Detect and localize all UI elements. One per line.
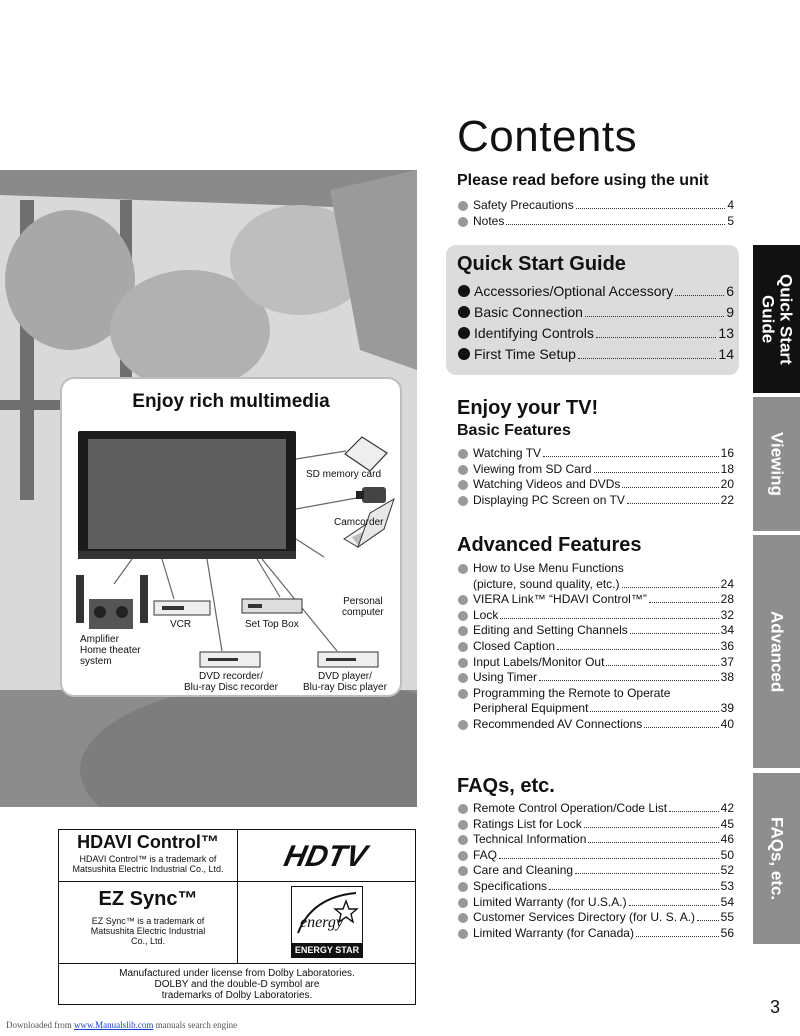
toc-item[interactable]: Watching Videos and DVDs 20 xyxy=(457,477,734,493)
dvd-recorder-label xyxy=(184,671,278,693)
tab-quick-start[interactable] xyxy=(753,245,800,393)
bullet-icon xyxy=(458,201,468,211)
dvd-rec-line1: DVD recorder/ xyxy=(199,671,263,682)
vcr-icon xyxy=(154,601,210,615)
bullet-icon xyxy=(458,658,468,668)
page-title: Contents xyxy=(457,112,638,161)
toc-item[interactable]: Closed Caption 36 xyxy=(457,639,734,655)
energy-star-logo xyxy=(291,886,363,958)
bullet-icon xyxy=(458,564,468,574)
tab-viewing-label: Viewing xyxy=(767,432,787,496)
bullet-icon xyxy=(458,611,468,621)
bullet-icon xyxy=(458,217,468,227)
faqs-heading: FAQs, etc. xyxy=(457,775,555,797)
page-number: 3 xyxy=(770,997,781,1017)
energy-star-label: ENERGY STAR xyxy=(292,943,362,957)
ezsync-note xyxy=(59,916,237,946)
toc-item[interactable]: Ratings List for Lock 45 xyxy=(457,817,734,833)
tab-faqs-label: FAQs, etc. xyxy=(767,816,787,901)
dvd-play-line2: Blu-ray Disc player xyxy=(303,682,387,693)
bullet-icon xyxy=(458,449,468,459)
camcorder-label: Camcorder xyxy=(334,517,384,528)
toc-item[interactable]: Safety Precautions 4 xyxy=(457,198,734,214)
amp-label-line3: system xyxy=(80,656,112,667)
bullet-icon xyxy=(458,720,468,730)
toc-item[interactable]: Notes 5 xyxy=(457,214,734,230)
sd-card-icon xyxy=(345,437,387,471)
dvd-play-line1: DVD player/ xyxy=(318,671,372,682)
toc-item[interactable]: Input Labels/Monitor Out 37 xyxy=(457,655,734,671)
toc-item[interactable]: Recommended AV Connections 40 xyxy=(457,717,734,733)
toc-item[interactable]: Watching TV 16 xyxy=(457,446,734,462)
footer-prefix: Downloaded from xyxy=(6,1020,72,1030)
toc-item[interactable]: VIERA Link™ “HDAVI Control™” 28 xyxy=(457,592,734,608)
tab-advanced[interactable] xyxy=(753,535,800,768)
dolby-note xyxy=(59,968,415,1001)
vcr-label: VCR xyxy=(170,619,192,630)
camcorder-icon xyxy=(356,487,386,503)
bullet-icon xyxy=(458,285,470,297)
bullet-icon xyxy=(458,689,468,699)
stb-label: Set Top Box xyxy=(245,619,299,630)
tab-quick-start-label: Quick Start Guide xyxy=(758,273,796,365)
toc-item[interactable]: First Time Setup 14 xyxy=(457,344,734,365)
tab-faqs[interactable] xyxy=(753,773,800,944)
trademark-box xyxy=(58,829,416,1005)
tab-viewing[interactable] xyxy=(753,397,800,531)
hdtv-logo xyxy=(277,836,377,872)
bullet-icon xyxy=(458,465,468,475)
pc-label xyxy=(342,596,384,618)
hdavi-note xyxy=(59,854,237,874)
toc-item[interactable]: Lock 32 xyxy=(457,608,734,624)
toc-item[interactable]: Limited Warranty (for U.S.A.) 54 xyxy=(457,895,734,911)
hdavi-title: HDAVI Control™ xyxy=(77,832,219,852)
quick-start-heading: Quick Start Guide xyxy=(457,253,626,275)
ezsync-note-line3: Co., Ltd. xyxy=(130,936,166,946)
toc-item[interactable]: Specifications 53 xyxy=(457,879,734,895)
hdavi-note-line2: Matsushita Electric Industrial Co., Ltd. xyxy=(72,864,224,874)
quick-start-list xyxy=(457,281,734,365)
toc-item-continued[interactable]: Peripheral Equipment 39 xyxy=(473,701,734,716)
pc-label-line2: computer xyxy=(342,607,384,618)
bullet-icon xyxy=(458,929,468,939)
manualslib-link[interactable]: www.Manualslib.com xyxy=(73,1020,154,1030)
hdtv-logo-text: HDTV xyxy=(281,840,370,872)
ezsync-note-line1: EZ Sync™ is a trademark of xyxy=(91,916,205,926)
tm-divider-vertical xyxy=(237,830,238,963)
hdavi-note-line1: HDAVI Control™ is a trademark of xyxy=(79,854,217,864)
ezsync-title: EZ Sync™ xyxy=(98,888,198,910)
download-footer xyxy=(6,1020,237,1030)
dvd-player-icon xyxy=(318,652,378,667)
bullet-icon xyxy=(458,866,468,876)
tm-divider-2 xyxy=(59,963,415,964)
toc-item[interactable]: Using Timer 38 xyxy=(457,670,734,686)
bullet-icon xyxy=(458,913,468,923)
basic-features-heading: Basic Features xyxy=(457,422,571,439)
faqs-list xyxy=(457,801,734,941)
tab-advanced-label: Advanced xyxy=(767,610,787,693)
set-top-box-icon xyxy=(242,599,302,613)
sd-card-label: SD memory card xyxy=(306,469,382,480)
read-before-list xyxy=(457,198,734,229)
toc-item[interactable]: How to Use Menu Functions xyxy=(457,561,734,577)
advanced-list xyxy=(457,561,734,733)
read-before-heading: Please read before using the unit xyxy=(457,172,709,189)
bullet-icon xyxy=(458,673,468,683)
bullet-icon xyxy=(458,626,468,636)
bullet-icon xyxy=(458,595,468,605)
dvd-rec-line2: Blu-ray Disc recorder xyxy=(184,682,278,693)
pc-label-line1: Personal xyxy=(343,596,383,607)
toc-item[interactable]: Displaying PC Screen on TV 22 xyxy=(457,493,734,509)
dolby-line1: Manufactured under license from Dolby Laboratories. xyxy=(119,968,355,979)
dvd-player-label xyxy=(303,671,387,693)
ezsync-note-line2: Matsushita Electric Industrial xyxy=(90,926,206,936)
bullet-icon xyxy=(458,898,468,908)
toc-item[interactable]: Viewing from SD Card 18 xyxy=(457,462,734,478)
dvd-recorder-icon xyxy=(200,652,260,667)
amplifier-icon xyxy=(76,575,148,629)
toc-item[interactable]: Identifying Controls 13 xyxy=(457,323,734,344)
bullet-icon xyxy=(458,327,470,339)
bullet-icon xyxy=(458,642,468,652)
bullet-icon xyxy=(458,348,470,360)
bullet-icon xyxy=(458,480,468,490)
toc-item[interactable]: Editing and Setting Channels 34 xyxy=(457,623,734,639)
bullet-icon xyxy=(458,851,468,861)
dolby-line2: DOLBY and the double-D symbol are xyxy=(154,979,320,990)
footer-suffix: manuals search engine xyxy=(155,1020,238,1030)
toc-item[interactable]: Programming the Remote to Operate xyxy=(457,686,734,702)
tm-divider-1 xyxy=(59,881,415,882)
toc-item[interactable]: Technical Information 46 xyxy=(457,832,734,848)
toc-item[interactable]: Accessories/Optional Accessory 6 xyxy=(457,281,734,302)
bullet-icon xyxy=(458,835,468,845)
enjoy-heading: Enjoy your TV! xyxy=(457,397,599,419)
multimedia-title: Enjoy rich multimedia xyxy=(132,391,330,412)
amp-label-line2: Home theater xyxy=(80,645,141,656)
multimedia-panel xyxy=(60,377,402,697)
toc-item[interactable]: FAQ 50 xyxy=(457,848,734,864)
amplifier-label xyxy=(80,634,141,667)
toc-item[interactable]: Limited Warranty (for Canada) 56 xyxy=(457,926,734,942)
amp-label-line1: Amplifier xyxy=(80,634,119,645)
toc-item[interactable]: Basic Connection 9 xyxy=(457,302,734,323)
bullet-icon xyxy=(458,804,468,814)
bullet-icon xyxy=(458,306,470,318)
energy-logo-script: energy xyxy=(300,914,343,931)
toc-item[interactable]: Remote Control Operation/Code List 42 xyxy=(457,801,734,817)
advanced-heading: Advanced Features xyxy=(457,534,642,556)
dolby-line3: trademarks of Dolby Laboratories. xyxy=(161,990,313,1001)
basic-features-list xyxy=(457,446,734,508)
toc-item-continued[interactable]: (picture, sound quality, etc.) 24 xyxy=(473,576,734,591)
bullet-icon xyxy=(458,820,468,830)
bullet-icon xyxy=(458,882,468,892)
toc-item[interactable]: Care and Cleaning 52 xyxy=(457,863,734,879)
bullet-icon xyxy=(458,496,468,506)
toc-item[interactable]: Customer Services Directory (for U. S. A.) 55 xyxy=(457,910,734,926)
